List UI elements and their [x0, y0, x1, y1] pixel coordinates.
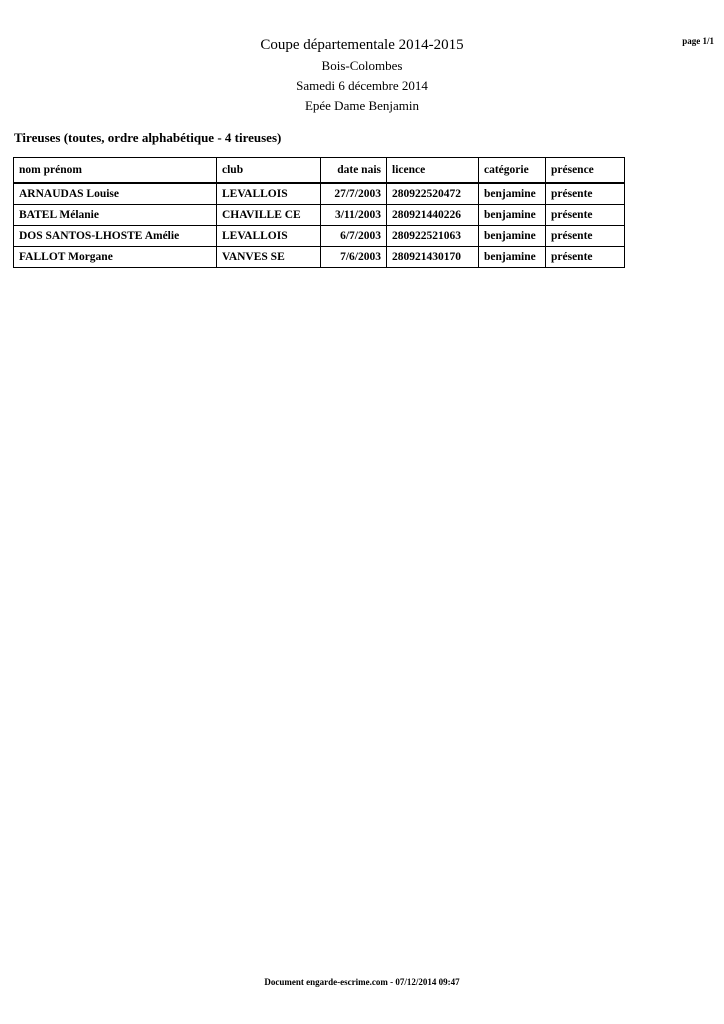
column-header-name: nom prénom: [14, 158, 217, 184]
column-header-licence: licence: [387, 158, 479, 184]
cell-licence: 280922521063: [387, 226, 479, 247]
cell-category: benjamine: [479, 205, 546, 226]
section-title: Tireuses (toutes, ordre alphabétique - 4 tireuses): [14, 130, 282, 145]
cell-category: benjamine: [479, 183, 546, 205]
table-row: [14, 205, 625, 226]
cell-licence: 280922520472: [387, 183, 479, 205]
table-row: [14, 183, 625, 205]
table-header-row: [14, 158, 625, 184]
column-header-club: club: [217, 158, 321, 184]
table-row: [14, 247, 625, 268]
fencers-table: [13, 157, 625, 268]
competition-category: Epée Dame Benjamin: [304, 98, 420, 113]
column-header-presence: présence: [546, 158, 625, 184]
cell-name: BATEL Mélanie: [14, 205, 217, 226]
cell-name: ARNAUDAS Louise: [14, 183, 217, 205]
column-header-birthdate: date nais: [321, 158, 387, 184]
cell-birthdate: 3/11/2003: [321, 205, 387, 226]
competition-date: Samedi 6 décembre 2014: [296, 78, 428, 93]
document-header: [0, 34, 724, 116]
competition-title: Coupe départementale 2014-2015: [260, 37, 464, 53]
cell-club: CHAVILLE CE: [217, 205, 321, 226]
cell-club: VANVES SE: [217, 247, 321, 268]
competition-location: Bois-Colombes: [321, 58, 403, 73]
column-header-category: catégorie: [479, 158, 546, 184]
cell-name: DOS SANTOS-LHOSTE Amélie: [14, 226, 217, 247]
cell-birthdate: 27/7/2003: [321, 183, 387, 205]
table-row: [14, 226, 625, 247]
cell-club: LEVALLOIS: [217, 226, 321, 247]
cell-birthdate: 6/7/2003: [321, 226, 387, 247]
cell-licence: 280921440226: [387, 205, 479, 226]
cell-presence: présente: [546, 183, 625, 205]
document-footer: Document engarde-escrime.com - 07/12/2014 09:47: [264, 977, 460, 987]
cell-category: benjamine: [479, 226, 546, 247]
cell-birthdate: 7/6/2003: [321, 247, 387, 268]
cell-presence: présente: [546, 205, 625, 226]
cell-club: LEVALLOIS: [217, 183, 321, 205]
cell-category: benjamine: [479, 247, 546, 268]
cell-name: FALLOT Morgane: [14, 247, 217, 268]
cell-presence: présente: [546, 226, 625, 247]
page-number-label: page 1/1: [682, 36, 714, 46]
cell-licence: 280921430170: [387, 247, 479, 268]
cell-presence: présente: [546, 247, 625, 268]
